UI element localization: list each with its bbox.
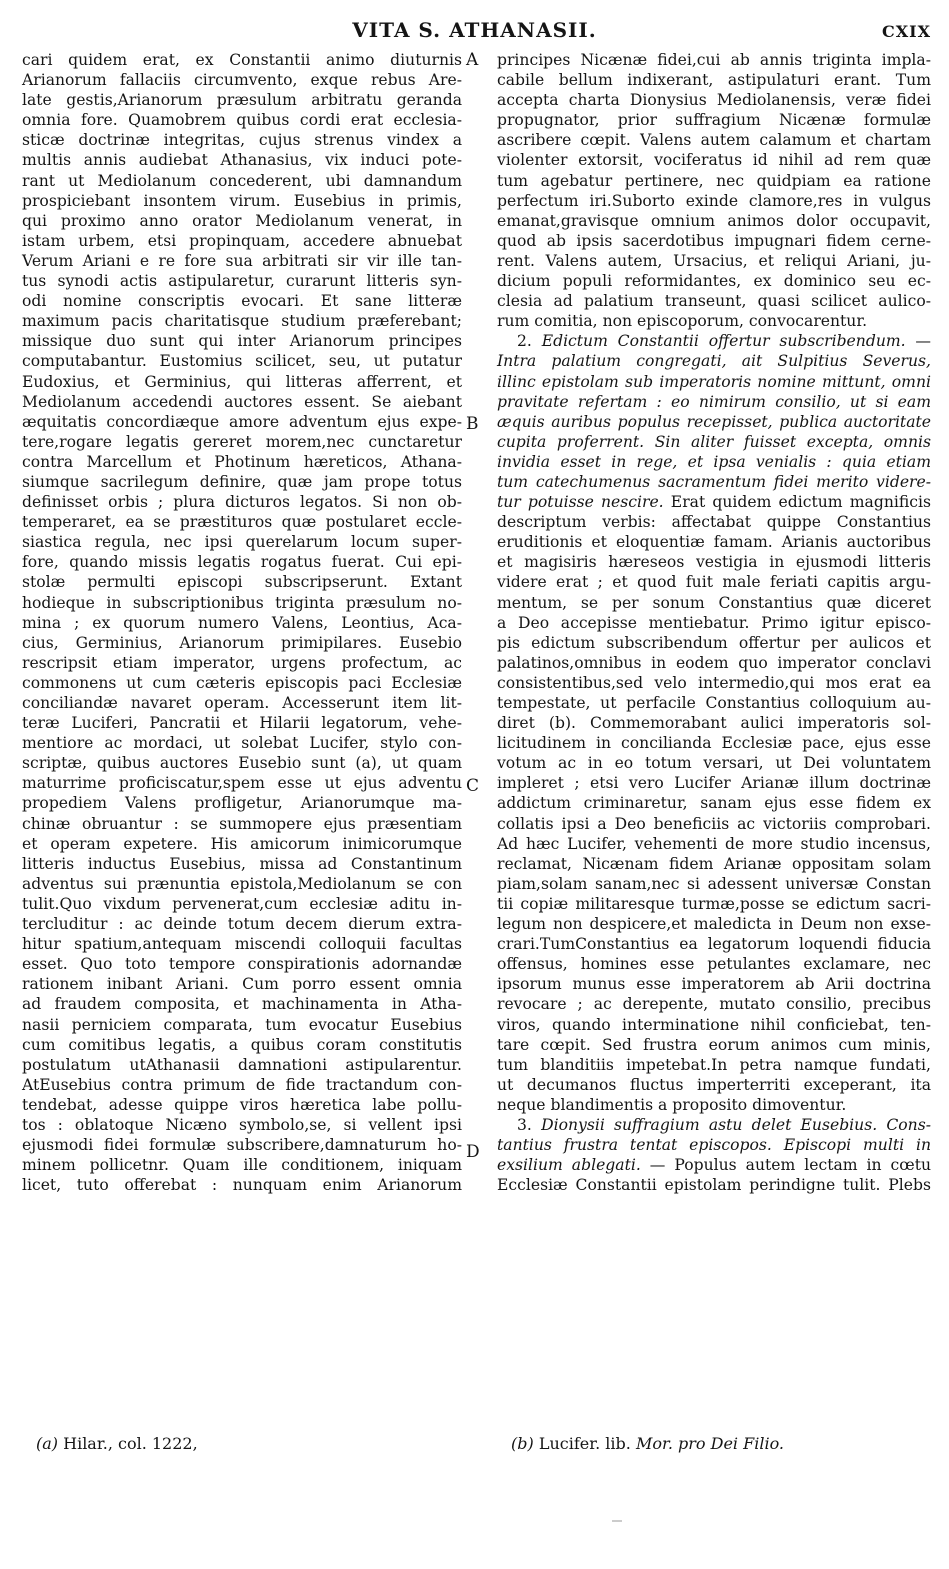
- text-line: computabantur. Eustomius scilicet, seu, ut putatur: [22, 352, 462, 371]
- text-line: tere,rogare legatis gereret morem,nec cunctaretur: [22, 432, 462, 451]
- text-line: reclamat, Nicænam fidem Arianæ oppositam solam: [497, 854, 931, 873]
- text-line: cius, Germinius, Arianorum primipilares. Eusebio: [22, 633, 462, 652]
- footnote-a-mark: (a): [36, 1434, 59, 1453]
- text-line: hodieque in subscriptionibus triginta præsulum no-: [22, 593, 462, 612]
- text-line: tulit.Quo vixdum pervenerat,cum ecclesiæ aditu in-: [22, 894, 462, 913]
- text-line: licet, tuto offerebat : nunquam enim Arianorum: [22, 1176, 462, 1195]
- text-line: licitudinem in concilianda Ecclesiæ pace, ejus esse: [497, 734, 931, 753]
- text-line: chinæ obruantur : se summopere ejus præsentiam: [22, 814, 462, 833]
- text-line: propugnator, prior suffragium Nicænæ formulæ: [497, 111, 931, 130]
- text-line: violenter extorsit, vociferatus id nihil ad rem quæ: [497, 151, 931, 170]
- section-3-heading-text: tantius frustra tentat episcopos. Episcopi multi in: [497, 1136, 931, 1155]
- text-line: rum comitia, non episcoporum, convocarentur.: [497, 312, 868, 331]
- text-line: stolæ permulti episcopi subscripserunt. Extant: [22, 573, 462, 592]
- text-line: siastica regula, nec ipsi querelarum locum super-: [22, 533, 462, 552]
- text-line: et magisiris hæreseos vestigia in ejusmodi litteris: [497, 553, 931, 572]
- text-line: Arianorum fallaciis circumvento, exque rebus Are-: [22, 71, 462, 90]
- section-2-number: 2.: [517, 332, 532, 351]
- text-line: prospiciebant insontem virum. Eusebius in primis,: [22, 191, 462, 210]
- quote-text: Intra palatium congregati, ait Sulpitius Severus,: [497, 352, 931, 371]
- running-header: [0, 18, 949, 42]
- section-3-heading-text: Dionysii suffragium astu delet Eusebius. Cons-: [541, 1115, 931, 1134]
- text-line: missique duo sunt qui inter Arianorum principes: [22, 332, 462, 351]
- text-line: postulatum utAthanasii damnationi astipularentur.: [22, 1055, 462, 1074]
- section-3-heading-line: [497, 1135, 931, 1155]
- text-line: ut decumanos fluctus imperterriti exceperant, ita: [497, 1075, 931, 1094]
- text-line: odi nomine conscriptis evocari. Et sane litteræ: [22, 292, 462, 311]
- text-line: votum ac in eo totum versari, ut Dei voluntatem: [497, 754, 931, 773]
- text-line: collatis ipsi a Deo beneficiis ac victoriis comprobari.: [497, 814, 931, 833]
- text-line: æquitatis concordiæque amore adventum ejus expe-: [22, 412, 462, 431]
- quote-line: [497, 392, 931, 412]
- running-title: VITA S. ATHANASII.: [352, 18, 597, 42]
- text-line: consistentibus,sed velo intermedio,qui mos erat ea: [497, 673, 931, 692]
- footnote-b: [511, 1434, 784, 1453]
- margin-letter-d: D: [466, 1142, 480, 1162]
- text-line: dicium populi reformidantes, ex dominico seu ec-: [497, 272, 931, 291]
- text-line: nasii perniciem comparata, tum evocatur Eusebius: [22, 1015, 462, 1034]
- text-line: rent. Valens autem, Ursacius, et reliqui Ariani, ju-: [497, 251, 931, 270]
- text-line: esset. Quo toto tempore conspirationis adornandæ: [22, 955, 462, 974]
- right-column: [497, 50, 931, 1195]
- text-line: ejusmodi fidei formulæ subscribere,damnaturum ho-: [22, 1136, 462, 1155]
- text-line: AtEusebius contra primum de fide tractandum con-: [22, 1075, 462, 1094]
- footnote-b-text: Lucifer. lib.: [533, 1434, 636, 1453]
- text-line: viros, quando interminatione nihil conficiebat, ten-: [497, 1015, 931, 1034]
- quote-line: [497, 472, 931, 492]
- text-line: mentum, se per sonum Constantius quæ diceret: [497, 593, 931, 612]
- text-line: palatinos,omnibus in eodem quo imperator conclavi: [497, 653, 931, 672]
- section-3-heading-end: [497, 1155, 931, 1175]
- quote-text: tum catechumenus sacramentum fidei merito videre-: [497, 472, 931, 491]
- text-line: tum agebatur pertinere, nec quidpiam ea ratione: [497, 171, 931, 190]
- text-line: Verum Ariani e re fore sua arbitrati sir vir ille tan-: [22, 251, 462, 270]
- text-line: Ecclesiæ Constantii epistolam perindigne tulit. Plebs: [497, 1176, 931, 1195]
- text-line: ad fraudem composita, et machinamenta in Atha-: [22, 995, 462, 1014]
- text-line: definisset orbis ; plura dicturos legatos. Si non ob-: [22, 493, 462, 512]
- text-line: tendebat, adesse quippe viros hæretica labe pollu-: [22, 1095, 462, 1114]
- text-line: impleret ; etsi vero Lucifer Arianæ illum doctrinæ: [497, 774, 931, 793]
- text-line: hitur spatium,antequam miscendi colloquii facultas: [22, 935, 462, 954]
- text-line: neque blandimentis a proposito dimoventur.: [497, 1095, 847, 1114]
- text-line: emanat,gravisque omnium animos dolor occupavit,: [497, 211, 931, 230]
- text-line: maturrime proficiscatur,spem esse ut ejus adventu: [22, 774, 462, 793]
- text-line: tii copiæ militaresque turmæ,posse se edictum sacri-: [497, 894, 931, 913]
- left-column: [22, 50, 462, 1195]
- quote-end-line: [497, 492, 931, 512]
- quote-text: cupita proferrent. Sin aliter fuisset excepta, omnis: [497, 432, 931, 451]
- text-line: eruditionis et eloquentiæ famam. Arianis auctoribus: [497, 533, 931, 552]
- text-line: late gestis,Arianorum præsulum arbitratu geranda: [22, 91, 462, 110]
- margin-letter-a: A: [466, 50, 479, 70]
- text-line: siumque sacrilegum definire, quæ jam prope totus: [22, 472, 462, 491]
- text-line: maximum pacis charitatisque studium præferebant;: [22, 312, 462, 331]
- section-2-dash: —: [905, 332, 932, 351]
- quote-line: [497, 351, 931, 371]
- text-line: qui proximo anno orator Mediolanum venerat, in: [22, 211, 462, 230]
- section-3-heading-end-text: exsilium ablegati.: [497, 1156, 641, 1175]
- quote-line: [497, 452, 931, 472]
- text-line: cabile bellum indixerant, astipulaturi erant. Tum: [497, 71, 931, 90]
- text-line: multis annis audiebat Athanasius, vix induci pote-: [22, 151, 462, 170]
- text-line: adventus sui prænuntia epistola,Mediolanum se con: [22, 874, 462, 893]
- ink-speck: [612, 1520, 622, 1522]
- text-line: Eudoxius, et Germinius, qui litteras afferrent, et: [22, 372, 462, 391]
- text-line: mentiore ac mordaci, ut solebat Lucifer, stylo con-: [22, 734, 462, 753]
- text-line: rant ut Mediolanum concederent, ubi damnandum: [22, 171, 462, 190]
- footnote-b-italic: Mor. pro Dei Filio.: [635, 1434, 785, 1453]
- margin-letter-c: C: [466, 776, 480, 796]
- quote-after: Erat quidem edictum magnificis: [663, 493, 931, 512]
- text-line: omnia fore. Quamobrem quibus cordi erat ecclesia-: [22, 111, 462, 130]
- quote-text: pravitate refertam : eo nimirum consilio, ut si eam: [497, 392, 931, 411]
- text-line: teræ Luciferi, Pancratii et Hilarii legatorum, vehe-: [22, 714, 462, 733]
- quote-line: [497, 432, 931, 452]
- text-line: offensus, homines esse petulantes exclamare, nec: [497, 955, 931, 974]
- footnote-b-mark: (b): [511, 1434, 534, 1453]
- text-line: cum comitibus legatis, a quibus coram constitutis: [22, 1035, 462, 1054]
- text-line: tum blanditiis impetebat.In petra namque fundati,: [497, 1055, 931, 1074]
- text-line: mina ; ex quorum numero Valens, Leontius, Aca-: [22, 613, 462, 632]
- text-line: crari.TumConstantius ea legatorum loquendi fiducia: [497, 935, 931, 954]
- text-line: ascribere cœpit. Valens autem calamum et chartam: [497, 131, 931, 150]
- text-line: minem pollicetnr. Quam ille conditionem, iniquam: [22, 1156, 462, 1175]
- section-3-after: — Populus autem lectam in cœtu: [640, 1156, 931, 1175]
- text-line: principes Nicænæ fidei,cui ab annis triginta impla-: [497, 51, 931, 69]
- text-line: et operam expetere. His amicorum inimicorumque: [22, 834, 462, 853]
- text-line: quod ab ipsis sacerdotibus impugnari fidem cerne-: [497, 231, 931, 250]
- text-line: a Deo accepisse mentiebatur. Primo igitur episco-: [497, 613, 931, 632]
- text-line: temperaret, ea se præstituros quæ postularet eccle-: [22, 513, 462, 532]
- text-line: piam,solam sanam,nec si adessent universæ Constan: [497, 874, 931, 893]
- quote-end: tur potuisse nescire.: [497, 493, 664, 512]
- text-line: scriptæ, quibus auctores Eusebio sunt (a), ut quam: [22, 754, 462, 773]
- text-line: diret (b). Commemorabant aulici imperatoris sol-: [497, 714, 931, 733]
- quote-text: æquis auribus populus recepisset, publica auctoritate: [497, 412, 931, 431]
- text-line: rescripsit etiam imperator, urgens profectum, ac: [22, 653, 462, 672]
- text-line: videre erat ; et quod fuit male feriati capitis argu-: [497, 573, 931, 592]
- text-line: pis edictum subscribendum offertur per aulicos et: [497, 633, 931, 652]
- text-line: Ad hæc Lucifer, vehementi de more studio incensus,: [497, 834, 931, 853]
- text-line: tus synodi actis astipularetur, curarunt litteris syn-: [22, 272, 462, 291]
- text-line: conciliandæ navaret operam. Accesserunt item lit-: [22, 694, 462, 712]
- text-line: tare cœpit. Sed frustra eorum animos cum minis,: [497, 1035, 931, 1054]
- margin-letter-b: B: [466, 414, 479, 434]
- quote-line: [497, 372, 931, 392]
- text-line: tempestate, ut perfacile Constantius colloquium au-: [497, 694, 931, 712]
- text-line: revocare ; ac derepente, mutato consilio, precibus: [497, 995, 931, 1014]
- text-line: perfectum iri.Suborto exinde clamore,res in vulgus: [497, 191, 931, 210]
- text-line: cari quidem erat, ex Constantii animo diuturnis: [22, 51, 462, 69]
- text-line: legum non despicere,et maledicta in Deum non exse-: [497, 915, 931, 934]
- section-3-number: 3.: [517, 1115, 532, 1134]
- section-3-heading-line: [497, 1115, 931, 1135]
- quote-text: invidia esset in rege, et ipsa venialis : quia etiam: [497, 452, 931, 471]
- text-line: addictum criminaretur, sanam ejus esse fidem ex: [497, 794, 931, 813]
- text-line: fore, quando missis legatis rogatus fuerat. Cui epi-: [22, 553, 462, 572]
- footnote-a-text: Hilar., col. 1222,: [58, 1434, 198, 1453]
- text-line: accepta charta Dionysius Mediolanensis, veræ fidei: [497, 91, 931, 110]
- text-line: contra Marcellum et Photinum hæreticos, Athana-: [22, 452, 462, 471]
- text-line: clesia ad palatium transeunt, quasi scilicet aulico-: [497, 292, 931, 311]
- text-line: propediem Valens profligetur, Arianorumque ma-: [22, 794, 462, 813]
- text-line: litteris inductus Eusebius, missa ad Constantinum: [22, 854, 462, 873]
- section-2-heading: [497, 331, 931, 351]
- text-line: ipsorum munus esse imperatorem ab Arii doctrina: [497, 975, 931, 994]
- text-line: descriptum verbis: affectabat quippe Constantius: [497, 513, 931, 532]
- text-line: commonens ut cum cæteris episcopis paci Ecclesiæ: [22, 673, 462, 692]
- text-line: sticæ doctrinæ integritas, cujus strenus vindex a: [22, 131, 462, 150]
- quote-text: illinc epistolam sub imperatoris nomine mittunt, omni: [497, 372, 931, 391]
- section-2-title: Edictum Constantii offertur subscribendum.: [541, 332, 906, 351]
- quote-line: [497, 412, 931, 432]
- text-line: Mediolanum accedendi auctores essent. Se aiebant: [22, 392, 462, 411]
- footnote-a: [36, 1434, 198, 1453]
- text-line: istam urbem, etsi propinquam, accedere abnuebat: [22, 231, 462, 250]
- text-line: rationem inibant Ariani. Cum porro essent omnia: [22, 975, 462, 994]
- text-line: tos : oblatoque Nicæno symbolo,se, si vellent ipsi: [22, 1115, 462, 1134]
- text-line: tercluditur : ac deinde totum decem dierum extra-: [22, 915, 462, 934]
- page-number: CXIX: [881, 22, 931, 41]
